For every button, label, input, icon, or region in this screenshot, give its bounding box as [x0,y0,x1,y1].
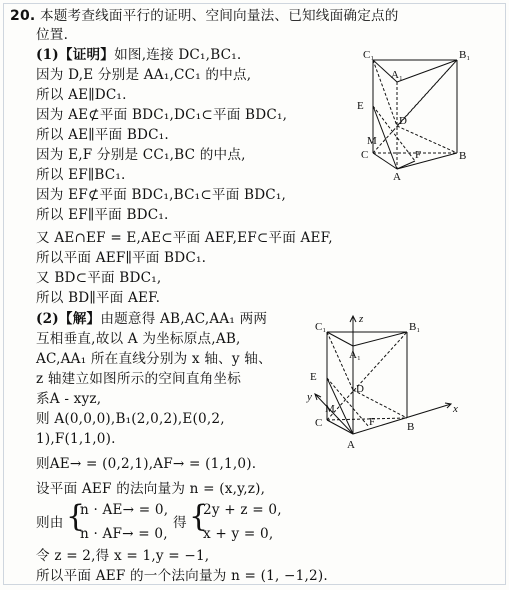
question-intro-line2: 位置. [36,27,69,43]
fig1-label-C: C [361,149,369,161]
part1-line-10: 所以平面 AEF∥平面 BDC₁. [36,250,207,266]
part2-line-2: AC,AA₁ 所在直线分别为 x 轴、y 轴、 [36,351,272,367]
question-intro-line1 [10,6,399,26]
part1-line-4: 所以 AE∥平面 BDC₁. [36,127,169,143]
part1-line-12: 所以 BD∥平面 AEF. [36,290,161,306]
part1-line-1: 因为 D,E 分别是 AA₁,CC₁ 的中点, [36,67,252,83]
system-mid: 得 [173,515,187,531]
fig1-label-A: A [393,171,401,181]
fig2-label-F: F [369,416,376,428]
part2-line-3: z 轴建立如图所示的空间直角坐标 [36,371,241,387]
part2-line-4: 系A - xyz, [36,391,102,407]
system-right-row1: 2y + z = 0, [203,502,282,518]
fig2-label-C: C [315,417,323,429]
system-prefix: 则由 [36,515,64,531]
fig2-label-x: x [453,403,458,415]
fig2-label-M: M [325,403,335,415]
part1-line-5: 因为 E,F 分别是 CC₁,BC 的中点, [36,147,246,163]
part2-line-1: 互相垂直,故以 A 为坐标原点,AB, [36,331,241,347]
part2-tail-0: 令 z = 2,得 x = 1,y = −1, [36,548,210,564]
fig2-label-A1: A₁ [349,349,361,361]
part1-line-3: 因为 AE⊄平面 BDC₁,DC₁⊂平面 BDC₁, [36,107,288,123]
question-number: 20. [10,8,36,24]
fig1-label-B: B [459,150,467,162]
part1-line-2: 所以 AE∥DC₁. [36,87,127,103]
part2-line-8: 设平面 AEF 的法向量为 n = (x,y,z), [36,481,266,497]
part1-first-line [36,45,241,65]
fig2-label-E: E [310,371,317,383]
part2-line-0: 由题意得 AB,AC,AA₁ 两两 [100,311,268,327]
part1-line-9: 又 AE∩EF = E,AE⊂平面 AEF,EF⊂平面 AEF, [36,230,333,246]
part1-tag: (1)【证明】 [36,47,115,63]
part1-line-8: 所以 EF∥平面 BDC₁. [36,207,169,223]
system-left-row1: n · AE→ = 0, [80,502,169,518]
fig2-label-B: B [407,421,415,433]
fig2-label-D: D [356,383,364,395]
fig1-label-B1: B₁ [459,49,471,61]
part1-line-11: 又 BD⊂平面 BDC₁, [36,270,162,286]
system-right-row2: x + y = 0, [203,526,274,542]
part2-tag: (2)【解】 [36,311,101,327]
fig2-label-C1: C₁ [315,321,327,333]
fig1-label-F: F [415,149,422,161]
part1-line-7: 因为 EF⊄平面 BDC₁,BC₁⊂平面 BDC₁, [36,187,287,203]
prism-figure [345,46,475,181]
coordinate-figure [305,312,470,452]
part1-line-6: 所以 EF∥BC₁. [36,167,126,183]
part1-line-0: 如图,连接 DC₁,BC₁. [114,47,242,63]
system-left-brace: { [66,499,86,534]
part2-line-5: 则 A(0,0,0),B₁(2,0,2),E(0,2, [36,411,225,427]
part2-tail-1: 所以平面 AEF 的一个法向量为 n = (1, −1,2). [36,568,328,584]
fig2-label-A: A [347,439,355,451]
question-intro-text: 本题考查线面平行的证明、空间向量法、已知线面确定点的 [39,8,399,24]
fig1-label-C1: C₁ [363,49,375,61]
fig2-label-z: z [359,313,364,325]
fig1-label-E: E [357,100,364,112]
fig1-label-A1: A₁ [391,69,403,81]
fig2-label-B1: B₁ [409,321,421,333]
part2-line-7: 则AE→ = (0,2,1),AF→ = (1,1,0). [36,456,257,472]
fig1-label-M: M [367,135,377,147]
system-left-row2: n · AF→ = 0, [80,526,168,542]
fig2-label-y: y [307,391,312,403]
fig1-label-D: D [399,115,407,127]
system-right-brace: { [189,499,209,534]
part2-first-line [36,309,267,329]
part2-line-6: 1),F(1,1,0). [36,431,116,447]
